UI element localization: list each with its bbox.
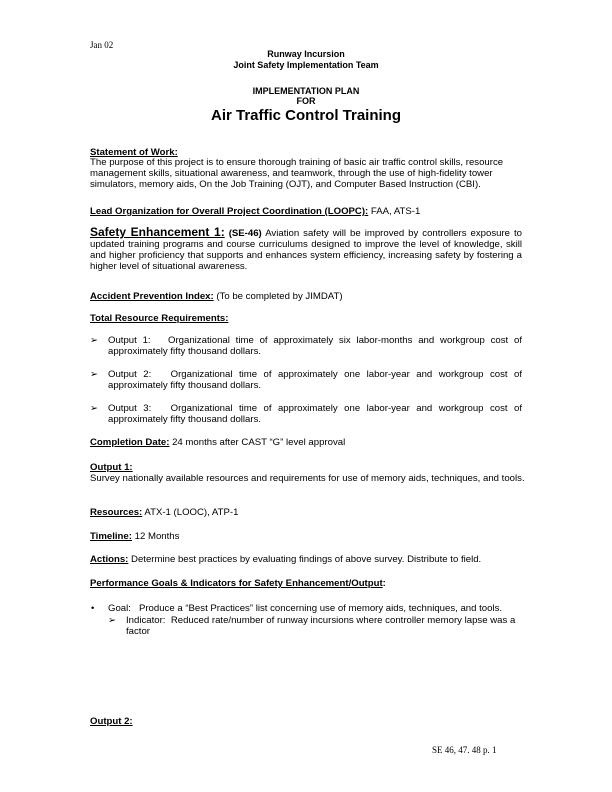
resources-line bbox=[90, 507, 522, 518]
api-value: (To be completed by JIMDAT) bbox=[213, 291, 343, 302]
indicator-label: Indicator: bbox=[126, 615, 166, 626]
header-org-line1: Runway Incursion bbox=[267, 49, 345, 59]
goal-label: Goal: bbox=[108, 603, 131, 614]
arrow-icon: ➢ bbox=[108, 615, 117, 626]
lead-heading: Lead Organization for Overall Project Coordination (LOOPC): bbox=[90, 206, 369, 217]
actions-line bbox=[90, 554, 530, 565]
timeline-value: 12 Months bbox=[131, 531, 180, 542]
bullet-icon: • bbox=[91, 603, 95, 614]
performance-colon: : bbox=[382, 578, 386, 589]
completion-line bbox=[90, 437, 522, 448]
safety-paragraph bbox=[90, 227, 522, 272]
resources-value: ATX-1 (LOOC), ATP-1 bbox=[142, 507, 239, 518]
goal-text: Produce a “Best Practices” list concerning use of memory aids, techniques, and tools. bbox=[138, 603, 503, 614]
api-heading: Accident Prevention Index: bbox=[90, 291, 214, 302]
header-plan-line1: IMPLEMENTATION PLAN bbox=[252, 86, 360, 96]
actions-value: Determine best practices by evaluating findings of above survey. Distribute to field. bbox=[128, 554, 482, 565]
lead-line bbox=[90, 206, 522, 217]
arrow-icon: ➢ bbox=[90, 403, 99, 414]
resource-item-label: Output 2: bbox=[108, 369, 152, 380]
resource-item-2 bbox=[108, 369, 522, 391]
timeline-line bbox=[90, 531, 522, 542]
resource-item-label: Output 3: bbox=[108, 403, 152, 414]
safety-code: (SE-46) bbox=[224, 228, 262, 239]
actions-heading: Actions: bbox=[90, 554, 129, 565]
goal-item bbox=[108, 603, 526, 614]
resource-item-label: Output 1: bbox=[108, 335, 151, 346]
resource-item-text: Organizational time of approximately six labor-months and workgroup cost of approximately fifty thousand dollars. bbox=[108, 335, 523, 357]
api-line bbox=[90, 291, 522, 302]
safety-text: Aviation safety will be improved by controllers exposure to updated training programs and course curriculums designed to improve the level of knowledge, skill and higher proficiency that supports and enhances system efficiency, increasing safety by fostering a higher level of situational awareness. bbox=[90, 228, 522, 272]
lead-value: FAA, ATS-1 bbox=[368, 206, 421, 217]
timeline-heading: Timeline: bbox=[90, 531, 132, 542]
completion-value: 24 months after CAST “G” level approval bbox=[169, 437, 346, 448]
resources-total-heading: Total Resource Requirements: bbox=[90, 313, 229, 324]
resource-item-3 bbox=[108, 403, 522, 425]
header-date: Jan 02 bbox=[90, 40, 114, 50]
resource-item-text: Organizational time of approximately one labor-year and workgroup cost of approximately fifty thousand dollars. bbox=[108, 369, 523, 391]
output2-heading: Output 2: bbox=[90, 716, 133, 727]
performance-line bbox=[90, 578, 522, 589]
indicator-item bbox=[126, 615, 524, 637]
statement-heading: Statement of Work: bbox=[90, 147, 178, 158]
performance-heading: Performance Goals & Indicators for Safety Enhancement/Output bbox=[90, 578, 383, 589]
resource-item-text: Organizational time of approximately one labor-year and workgroup cost of approximately fifty thousand dollars. bbox=[108, 403, 523, 425]
arrow-icon: ➢ bbox=[90, 335, 99, 346]
resources-heading: Resources: bbox=[90, 507, 143, 518]
output1-text: Survey nationally available resources and requirements for use of memory aids, techniques, and tools. bbox=[90, 473, 525, 484]
header-plan-line2: FOR bbox=[296, 96, 316, 106]
resource-item-1 bbox=[108, 335, 522, 357]
safety-heading: Safety Enhancement 1: bbox=[90, 225, 225, 239]
output1-heading: Output 1: bbox=[90, 462, 133, 473]
completion-heading: Completion Date: bbox=[90, 437, 170, 448]
arrow-icon: ➢ bbox=[90, 369, 99, 380]
header-org-line2: Joint Safety Implementation Team bbox=[233, 60, 379, 70]
footer-page-ref: SE 46, 47. 48 p. 1 bbox=[432, 745, 497, 755]
statement-text: The purpose of this project is to ensure thorough training of basic air traffic control skills, resource management skills, situational awareness, and teamwork, through the use of high-fidelity tower simulators, memory aids, On the Job Training (OJT), and Computer Based Instruction (CBI). bbox=[90, 157, 504, 190]
page-title: Air Traffic Control Training bbox=[210, 107, 401, 124]
indicator-text: Reduced rate/number of runway incursions where controller memory lapse was a factor bbox=[126, 615, 516, 637]
